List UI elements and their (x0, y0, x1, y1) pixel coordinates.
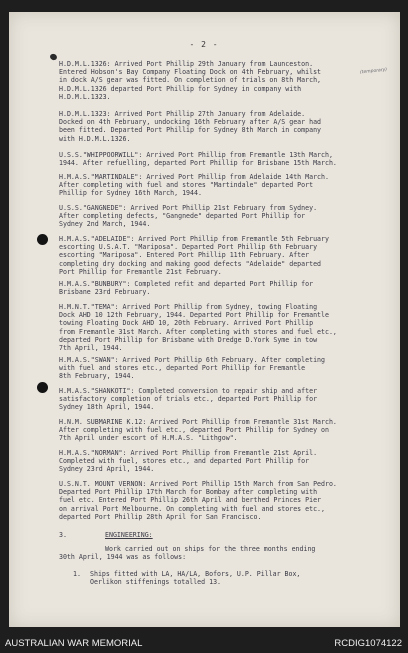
item-text (90, 570, 390, 586)
paragraph-hdml1326 (59, 60, 393, 101)
paragraph-line: H.M.N.T."TEMA": Arrived Port Phillip from Sydney, towing Floating (59, 303, 318, 311)
paragraph-gangnede (59, 204, 393, 229)
paragraph-line: completing dry docking and making good defects "Adelaide" departed (59, 259, 322, 268)
paragraph-swan (59, 356, 393, 381)
item-number: 1. (73, 570, 81, 578)
paragraph-line: After completing with fuel and stores "Martindale" departed Port (59, 181, 314, 190)
punch-hole (37, 234, 48, 245)
paragraph-line: U.S.N.T. MOUNT VERNON: Arrived Port Phillip 15th March from San Pedro. (59, 480, 337, 488)
paragraph-martindale (59, 173, 393, 198)
page-number: - 2 - (189, 40, 219, 49)
item-line: Ships fitted with LA, HA/LA, Bofors, U.P. Pillar Box, (90, 570, 301, 578)
paragraph-line: Sydney 2nd March, 1944. (59, 220, 151, 229)
paragraph-line: H.M.A.S."SWAN": Arrived Port Phillip 6th February. After completing (59, 356, 325, 364)
paragraph-line: Dock AHD 10 12th February, 1944. Departed Port Phillip for Fremantle (59, 311, 329, 320)
paragraph-bunbury (59, 280, 393, 296)
paragraph-line: H.N.M. SUBMARINE K.12: Arrived Port Phillip from Fremantle 31st March. (59, 418, 337, 426)
paragraph-line: H.D.M.L.1323: Arrived Port Phillip 27th January from Adelaide. (59, 110, 306, 118)
paragraph-line: 1944. After refuelling, departed Port Phillip for Brisbane 15th March. (59, 159, 337, 168)
paragraph-line: H.M.A.S."BUNBURY": Completed refit and departed Port Phillip for (59, 280, 314, 288)
paragraph-line: Phillip for Sydney 16th March, 1944. (59, 189, 202, 198)
paragraph-line: H.D.M.L.1323. (59, 92, 111, 101)
paragraph-line: towing Floating Dock AHD 10, 20th February. Arrived Port Phillip (59, 319, 314, 328)
paragraph-line: Sydney 18th April, 1944. (59, 403, 155, 412)
paragraph-line: H.D.M.L.1326: Arrived Port Phillip 29th January from Launceston. (59, 60, 314, 68)
footer-bar (0, 634, 408, 653)
paragraph-line: Port Phillip for Fremantle 21st February. (59, 267, 222, 276)
section-title: ENGINEERING: (105, 531, 153, 539)
paragraph-line: fuel etc. Entered Port Phillip 26th April and berthed Princes Pier (59, 496, 322, 505)
paragraph-mountvernon (59, 480, 393, 521)
paragraph-line: from Fremantle 31st March. After completing with stores and fuel etc., (59, 327, 337, 336)
paragraph-line: escorting U.S.A.T. "Mariposa". Departed Port Phillip 6th February (59, 243, 318, 252)
paragraph-line: Departed Port Phillip 17th March for Bombay after completing with (59, 488, 318, 497)
paragraph-line: 7th April, 1944. (59, 344, 123, 353)
paragraph-whippoorwill (59, 151, 393, 167)
paragraph-tema (59, 303, 393, 352)
paragraph-line: in dock A/S gear was fitted. On completion of trials on 8th March, (59, 76, 322, 85)
paragraph-line: with fuel and stores etc., departed Port Phillip for Fremantle (59, 364, 306, 373)
paragraph-line: H.M.A.S."SHANKOTI": Completed conversion to repair ship and after (59, 387, 318, 395)
intro-line: Work carried out on ships for the three months ending (105, 545, 316, 553)
paragraph-line: 8th February, 1944. (59, 372, 135, 381)
paragraph-line: 7th April under escort of H.M.A.S. "Lithgow". (59, 434, 238, 443)
footer-id: RCDIG1074122 (334, 638, 402, 649)
section-intro (59, 545, 385, 562)
paragraph-line: with H.D.M.L.1326. (59, 134, 131, 143)
paragraph-norman (59, 449, 393, 474)
punch-hole (37, 382, 48, 393)
paragraph-adelaide (59, 235, 393, 276)
paragraph-line: departed Port Phillip for Brisbane with Dredge D.York Syme in tow (59, 335, 318, 344)
paragraph-line: Brisbane 23rd February. (59, 288, 151, 297)
paragraph-line: departed Port Phillip 28th April for San Francisco. (59, 512, 262, 521)
paragraph-line: H.D.M.L.1326 departed Port Phillip for Sydney in company with (59, 84, 302, 93)
paragraph-line: escorting "Mariposa". Entered Port Phillip 11th February. After (59, 251, 310, 260)
item-line: Oerlikon stiffenings totalled 13. (90, 578, 222, 587)
paragraph-line: After completing with fuel etc., departed Port Phillip for Sydney on (59, 426, 329, 435)
margin-note: (temporary) (359, 67, 388, 76)
paragraph-line: Docked on 4th February, undocking 16th February after A/S gear had (59, 118, 322, 127)
ink-speck (49, 53, 58, 61)
section-number: 3. (59, 531, 67, 539)
paragraph-line: satisfactory completion of trials etc., departed Port Phillip for (59, 395, 318, 404)
paragraph-line: on arrival Port Melbourne. On completing with fuel and stores etc., (59, 504, 325, 513)
paragraph-hdml1323 (59, 110, 393, 143)
paragraph-line: After completing defects, "Gangnede" departed Port Phillip for (59, 212, 306, 221)
paragraph-line: Completed with fuel, stores etc., and departed Port Phillip for (59, 457, 310, 466)
footer-source: AUSTRALIAN WAR MEMORIAL (5, 638, 143, 649)
paragraph-k12 (59, 418, 393, 443)
paragraph-line: H.M.A.S."MARTINDALE": Arrived Port Phillip from Adelaide 14th March. (59, 173, 329, 181)
paragraph-line: U.S.S."GANGNEDE": Arrived Port Phillip 21st February from Sydney. (59, 204, 318, 212)
paragraph-line: Entered Hobson's Bay Company Floating Dock on 4th February, whilst (59, 68, 322, 77)
paragraph-line: U.S.S."WHIPPOORWILL": Arrived Port Phillip from Fremantle 13th March, (59, 151, 333, 159)
paragraph-line: H.M.A.S."ADELAIDE": Arrived Port Phillip from Fremantle 5th February (59, 235, 329, 243)
paragraph-line: been fitted. Departed Port Phillip for Sydney 8th March in company (59, 126, 322, 135)
paragraph-line: H.M.A.S."NORMAN": Arrived Port Phillip from Fremantle 21st April. (59, 449, 318, 457)
paragraph-line: Sydney 23rd April, 1944. (59, 465, 155, 474)
intro-line: 30th April, 1944 was as follows: (59, 553, 187, 562)
paragraph-shankoti (59, 387, 393, 412)
